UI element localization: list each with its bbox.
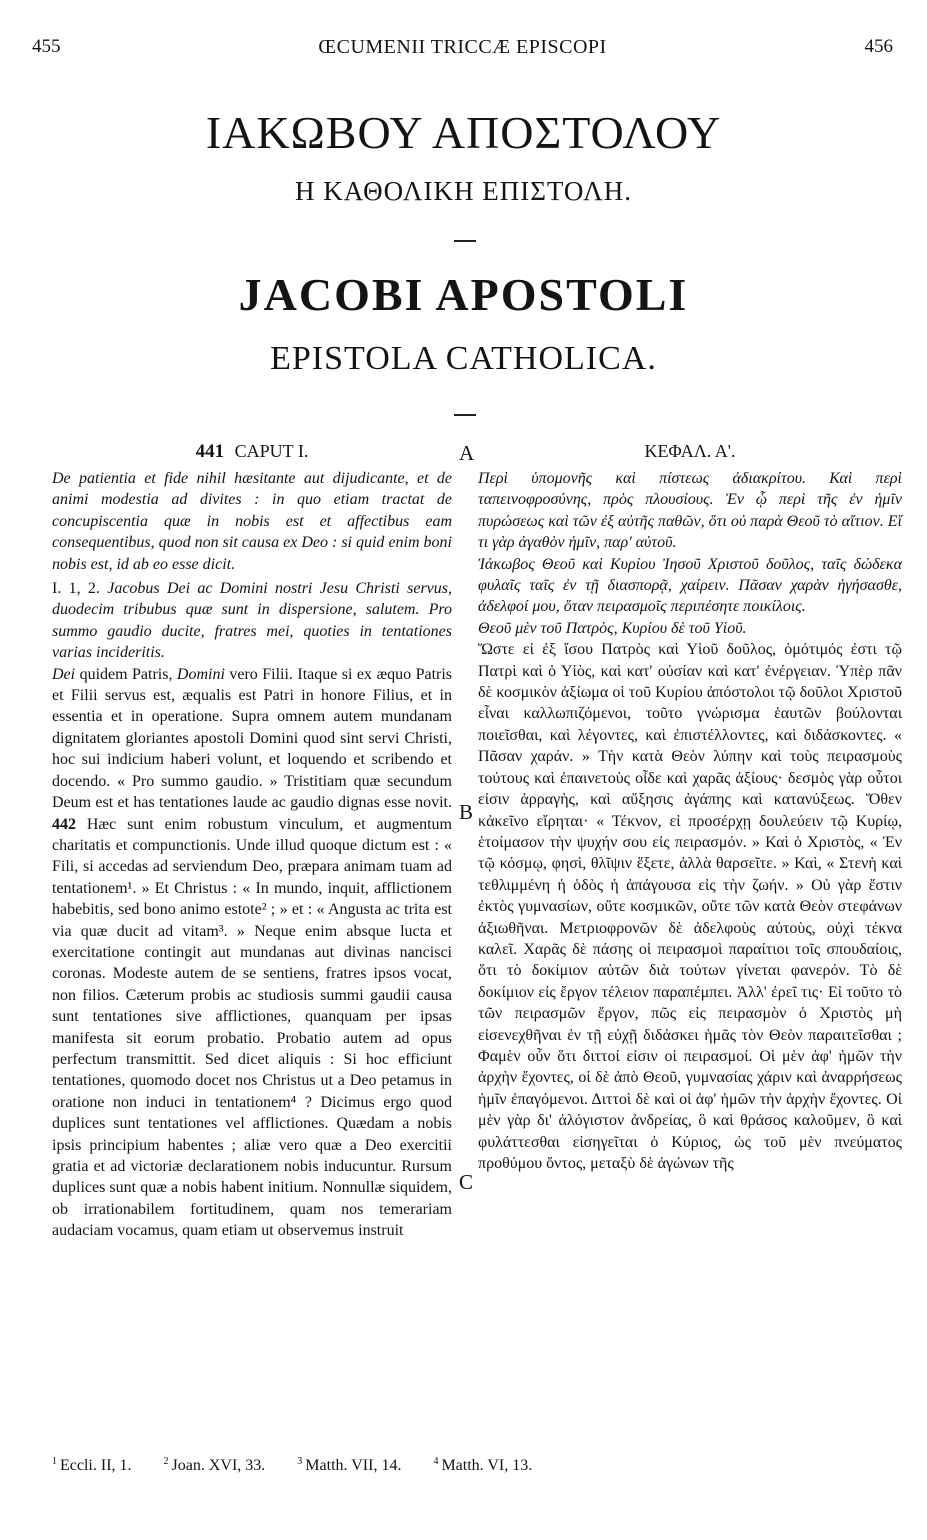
margin-letter-a: A (459, 441, 475, 465)
greek-subtitle: Η ΚΑΘΟΛΙΚΗ ΕΠΙΣΤΟΛΗ. (295, 176, 632, 206)
greek-lemma: Θεοῦ μὲν τοῦ Πατρὸς, Κυρίου δὲ τοῦ Υἱοῦ. (478, 619, 747, 637)
margin-letter-b: B (459, 800, 474, 824)
latin-commentary-part: quidem Patris, (79, 665, 173, 683)
running-head (32, 36, 893, 62)
column-marker: 442 (52, 815, 76, 833)
lemma-dei: Dei (52, 665, 76, 683)
margin-letter-c: C (459, 1170, 474, 1194)
latin-verse (52, 578, 452, 664)
latin-column (52, 441, 452, 1242)
latin-chapter-heading (52, 441, 452, 465)
footnotes (52, 1456, 887, 1475)
verse-reference: I. 1, 2. (52, 580, 100, 598)
latin-commentary-part: Hæc sunt enim robustum vinculum, et augmentum charitatis et compunctionis. Unde illud quoque dictum est : « Fili, si accedas ad serviendum Deo, præpara animam tuam ad tentationem¹. » Et Christus : « In mundo, inquit, afflictionem habebitis, sed bono animo estote² ; » et : « Angusta ac trita est via quæ ducit ad vitam³. » Neque enim absque lucta et exercitatione contingit aut mundanas aut divinas nancisci coronas. Modeste autem de se sentiens, fratres ipsos vocat, non filios. Cæterum probis ac studiosis summi gaudii causa sunt tentationes sive afflictiones, quanquam per ipsas manifesta sit eorum probatio. Probatio autem ad opus perfectum transmittit. Sed dicet aliquis : Si hoc efficiunt tentationes, quomodo docet nos Christus ut a Deo petamus in oratione non induci in tentationem⁴ ? Dicimus ergo quod duplices sunt tentationes vel afflictiones. Quædam a nobis ipsis principium habentes ; aliæ vero quæ a Deo exercitii gratia et ad victoriæ declarationem nobis inducuntur. Rursum duplices sunt quæ a nobis habent initium. Nonnullæ siquidem, ob irrationabilem fortitudinem, quam nos temerariam audaciam vocamus, quam etiam ut observemus instruit (52, 815, 453, 1240)
latin-summary: De patientia et fide nihil hæsitante aut dijudicante, et de animi modestia ad divites : in quo etiam tractat de concupiscentia quæ in nobis est et affectibus eam consequentibus, quod non sit causa ex Deo : si quid enim boni nobis est, id ab eo esse dicit. (52, 470, 452, 573)
greek-column (478, 441, 902, 1174)
latin-verse-text: Jacobus Dei ac Domini nostri Jesu Christi servus, duodecim tribubus quæ sunt in dispersione, salutem. Pro summo gaudio ducite, fratres mei, quoties in tentationes varias incideritis. (52, 580, 453, 662)
greek-verse-text: Ἰάκωβος Θεοῦ καὶ Κυρίου Ἰησοῦ Χριστοῦ δοῦλος, ταῖς δώδεκα φυλαῖς ταῖς ἐν τῇ διασπορᾷ, χαίρειν. Πᾶσαν χαρὰν ἡγήσασθε, ἀδελφοί μου, ὅταν πειρασμοῖς περιπέσητε ποικίλοις. (478, 555, 902, 616)
column-marker: 441 (195, 441, 225, 462)
page-number-right: 456 (864, 36, 893, 57)
page-number-left: 455 (32, 36, 61, 57)
footnote: $^1$ Eccli. II, 1. (52, 1456, 132, 1475)
latin-caput-label: CAPUT I. (234, 441, 309, 461)
greek-commentary: Ὥστε εἰ ἐξ ἴσου Πατρὸς καὶ Υἱοῦ δοῦλος, ὁμότιμός ἐστι τῷ Πατρὶ καὶ ὁ Υἱὸς, καὶ κατ' οὐσίαν καὶ κατ' ἐνέργειαν. Ὑπὲρ πᾶν δὲ κοσμικὸν ἀξίωμα οἱ τοῦ Κυρίου ἀπόστολοι τῷ δοῦλοι Χριστοῦ εἶναι καλλωπιζόμενοι, τοῦτο γνώρισμα ἑαυτῶν βούλονται ποιεῖσθαι, καὶ λέγοντες, καὶ ἐπιστέλλοντες, καὶ διδάσκοντες. « Πᾶσαν χαράν. » Τὴν κατὰ Θεὸν λύπην καὶ τοὺς πειρασμοὺς τούτους καὶ ἐπαινετοὺς οἶδε καὶ χαρᾶς ἀξίους· δεσμὸς γὰρ οὗτοι εἰσιν ἀρραγὴς, καὶ αὔξησις ἀγάπης καὶ κατανύξεως. Ὅθεν κἀκεῖνο εἴρηται· « Τέκνον, εἰ προσέρχῃ δουλεύειν τῷ Κυρίῳ, ἑτοίμασον τὴν ψυχήν σου εἰς πειρασμόν. » Καὶ ὁ Χριστὸς, « Ἐν τῷ κόσμῳ, φησὶ, θλῖψιν ἕξετε, ἀλλὰ θαρσεῖτε. » Καὶ, « Στενὴ καὶ τεθλιμμένη ἡ ὁδὸς ἡ ἀπάγουσα εἰς τὴν ζωήν. » Οὐ γὰρ ἔστιν ἐκτὸς γυμνασίων, οὔτε κοσμικῶν, οὔτε τῶν κατὰ Θεὸν στεφάνων ἀξιωθῆναι. Μετριοφρονῶν δὲ ἀδελφοὺς αὐτοὺς, οὐχὶ τέκνα καλεῖ. Χαρᾶς δὲ πάσης οἱ πειρασμοὶ παραίτιοι τοῖς σπουδαίοις, ὅτι τὸ δοκίμιον αὐτῶν διὰ τούτων γίνεται φανερόν. Τὸ δὲ δοκίμιον εἰς ἔργον τέλειον παραπέμπει. Ἀλλ' ἐρεῖ τις· Εἰ τοῦτο τὸ τῶν πειρασμῶν ἔργον, πῶς εἰς πειρασμὸν ὁ Χριστὸς μὴ εἰσενεχθῆναι ἐν τῇ εὐχῇ διδάσκει ἡμᾶς τὸν Θεὸν παραιτεῖσθαι ; Φαμὲν οὖν ὅτι διττοί εἰσιν οἱ πειρασμοί. Οἱ μὲν ἀφ' ἡμῶν τὴν ἀρχὴν ἔχοντες, οἱ δὲ ἀπὸ Θεοῦ, γυμνασίας χάριν καὶ ἀναρρήσεως ἡμῖν ἐπαγόμενοι. Διττοὶ δὲ καὶ οἱ ἀφ' ἡμῶν τὴν ἀρχὴν ἔχοντες. Οἱ μὲν γὰρ δι' ἀλόγιστον ἀνδρείας, ὃ καὶ θράσος καλοῦμεν, ὃ καὶ φυλάττεσθαι εἰσηγεῖται ὁ Κύριος, ὡς τοῦ μὲν πνεύματος προθύμου ὄντος, μεταξὺ δὲ ἀγώνων τῆς (478, 641, 902, 1172)
title-rule (454, 240, 476, 242)
running-title: ŒCUMENII TRICCÆ EPISCOPI (318, 36, 607, 58)
lemma-domini: Domini (176, 665, 225, 683)
title-rule (454, 414, 476, 416)
latin-title: JACOBI APOSTOLI (238, 269, 689, 320)
latin-commentary-part: vero Filii. Itaque si ex æquo Patris et Filii servus est, æqualis est Patri in honore Filius, et in essentia et in operatione. Supra omnem autem mundanam dignitatem gloriantes apostoli Domini quod sint servi Christi, hoc sui indicium haberi volunt, et loquendo et scribendo et docendo. « Pro summo gaudio. » Tristitiam quæ secundum Deum est et has tentationes laude ac gaudio dignas esse novit. (52, 665, 453, 812)
greek-summary: Περὶ ὑπομονῆς καὶ πίστεως ἀδιακρίτου. Καὶ περὶ ταπεινοφροσύνης, πρὸς πλουσίους. Ἐν ᾧ περὶ τῆς ἐν ἡμῖν πυρώσεως καὶ τῶν ἐξ αὐτῆς παθῶν, ὅτι οὐ παρὰ Θεοῦ τὸ αἴτιον. Εἴ τι γὰρ ἀγαθὸν ἡμῖν, παρ' αὐτοῦ. (478, 470, 902, 552)
footnote: $^4$ Matth. VI, 13. (433, 1456, 533, 1475)
footnote: $^3$ Matth. VII, 14. (297, 1456, 402, 1475)
greek-title: ΙΑΚΩΒΟΥ ΑΠΟΣΤΟΛΟΥ (205, 107, 722, 158)
latin-commentary (52, 664, 452, 1242)
greek-chapter-heading: ΚΕΦΑΛ. Α'. (644, 441, 736, 461)
footnote: $^2$ Joan. XVI, 33. (163, 1456, 266, 1475)
latin-subtitle: EPISTOLA CATHOLICA. (270, 340, 657, 377)
